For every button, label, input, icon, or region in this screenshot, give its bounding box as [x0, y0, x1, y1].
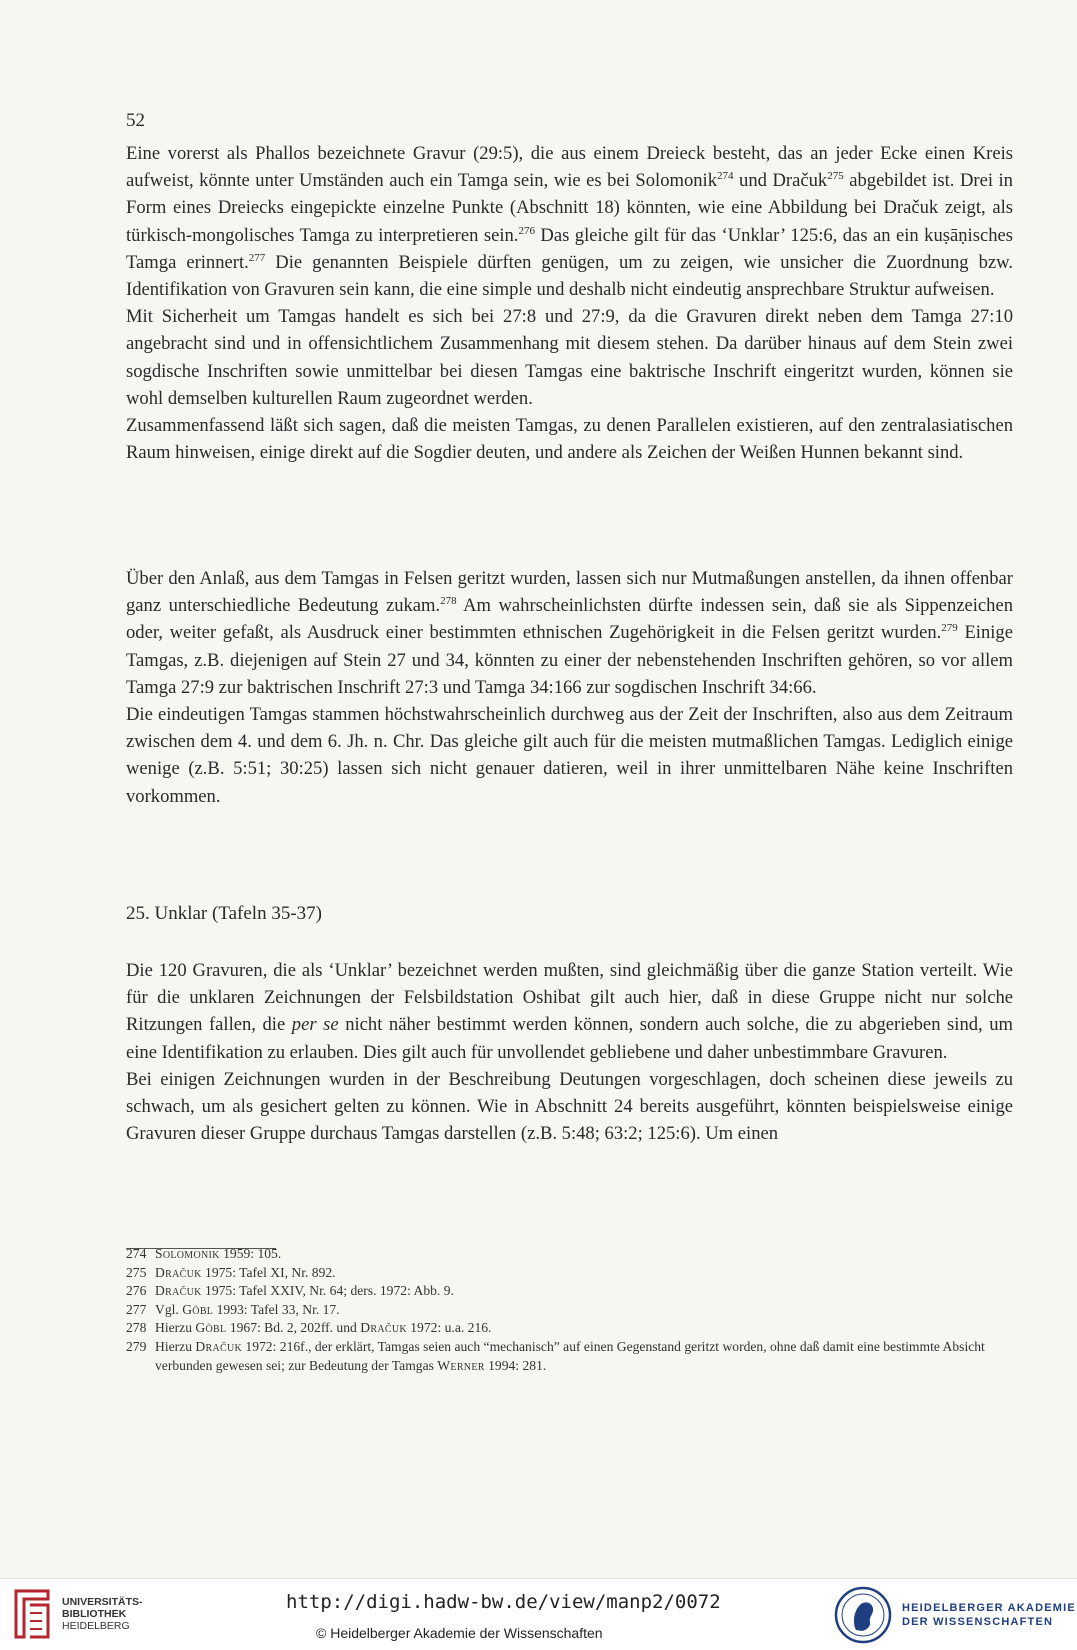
author-name: Göbl — [195, 1320, 227, 1336]
text-run: 1967: Bd. 2, 202ff. und — [226, 1320, 361, 1336]
text-run: 1972: u.a. 216. — [406, 1320, 492, 1336]
footnote-text — [155, 1282, 1013, 1301]
body-text-middle — [126, 565, 1013, 810]
footnote-number: 278 — [126, 1320, 147, 1336]
author-name: Dračuk — [155, 1264, 202, 1280]
academy-line-1: HEIDELBERGER AKADEMIE — [902, 1602, 1076, 1614]
text-run: abgebildet ist. Drei in Form eines Dreiecks eingepickte einzelne Punkte (Abschnitt 18) könnten, wie eine Abbildung bei Dračuk zeigt, als türkisch-mongolisches Tamga zu interpretieren sein. — [126, 170, 1013, 246]
copyright-notice: © Heidelberger Akademie der Wissenschaften — [316, 1625, 603, 1641]
academy-seal-icon — [834, 1586, 892, 1644]
text-run: 1959: 105. — [219, 1246, 282, 1261]
paragraph — [126, 412, 1013, 466]
paragraph — [126, 1066, 1013, 1148]
body-text-top — [126, 140, 1013, 466]
body-text-bottom — [126, 957, 1013, 1147]
permalink-url[interactable]: http://digi.hadw-bw.de/view/manp2/0072 — [286, 1591, 721, 1613]
page-number: 52 — [126, 110, 145, 131]
text-run: 1975: Tafel XXIV, Nr. 64; ders. 1972: Abb. 9. — [201, 1283, 454, 1299]
paragraph — [126, 565, 1013, 701]
text-run: Hierzu — [155, 1338, 196, 1354]
footnote-ref: 278 — [440, 595, 457, 608]
text-run: und Dračuk — [733, 170, 828, 192]
footnote — [126, 1245, 1013, 1264]
library-line-2: BIBLIOTHEK — [62, 1608, 127, 1620]
footnote-number: 275 — [126, 1264, 147, 1280]
text-run: Zusammenfassend läßt sich sagen, daß die meisten Tamgas, zu denen Parallelen existieren, auf den zentralasiatischen Raum hinweisen, einige direkt auf die Sogdier deuten, und andere als Zeichen der Weißen Hunnen bekannt sind. — [126, 415, 1013, 464]
author-name: Dračuk — [360, 1320, 407, 1336]
text-run: nicht näher bestimmt werden können, sondern auch solche, die zu abgerieben sind, um eine Identifikation zu erlauben. Dies gilt auch für unvollendet gebliebene und daher unbestimmbare Gravuren. — [126, 1014, 1014, 1063]
text-run: Die genannten Beispiele dürften genügen, um zu zeigen, wie unsicher die Zuordnung bzw. Identifikation von Gravuren sein kann, die eine simple und deshalb nicht eindeutig ansprechbare Struktur aufweisen. — [126, 251, 1014, 301]
author-name: Dračuk — [155, 1283, 202, 1299]
academy-name — [902, 1601, 1076, 1629]
italic-text: per se — [291, 1014, 339, 1036]
university-library-name — [62, 1596, 143, 1632]
text-run: Vgl. — [155, 1301, 183, 1317]
footnote — [126, 1264, 1013, 1283]
text-run: Das gleiche gilt für das ‘Unklar’ 125:6, das an ein kuṣāṇisches Tamga erinnert. — [126, 224, 1013, 273]
text-run: 1994: 281. — [484, 1357, 547, 1373]
library-line-3: HEIDELBERG — [62, 1620, 130, 1632]
paragraph — [126, 957, 1013, 1066]
paragraph — [126, 303, 1013, 412]
paragraph — [126, 701, 1013, 810]
footnote-number: 279 — [126, 1338, 147, 1354]
text-run: 1972: 216f., der erklärt, Tamgas seien auch “mechanisch” auf einen Gegenstand geritzt worden, ohne daß damit eine bestimmte Absicht verbunden gewesen sei; zur Bedeutung der Tamgas — [155, 1338, 985, 1373]
footnote-text — [155, 1264, 1013, 1283]
footnotes — [126, 1245, 1013, 1375]
text-run: 1975: Tafel XI, Nr. 892. — [201, 1264, 336, 1280]
section-heading: 25. Unklar (Tafeln 35-37) — [126, 903, 322, 924]
author-name: Göbl — [182, 1301, 214, 1317]
text-run: Mit Sicherheit um Tamgas handelt es sich bei 27:8 und 27:9, da die Gravuren direkt neben dem Tamga 27:10 angebracht sind und in offensichtlichem Zusammenhang mit diesem stehen. Da darüber hinaus auf dem Stein zwei sogdische Inschriften sowie unmittelbar bei diesen Tamgas eine baktrische Inschrift eingeritzt wurden, können sie wohl demselben kulturellen Raum zugeordnet werden. — [126, 306, 1013, 409]
text-run: 1993: Tafel 33, Nr. 17. — [213, 1301, 340, 1317]
footnote-number: 274 — [126, 1246, 147, 1261]
footnote-ref: 275 — [827, 170, 844, 183]
text-run: Die eindeutigen Tamgas stammen höchstwahrscheinlich durchweg aus der Zeit der Inschriften, also aus dem Zeitraum zwischen dem 4. und dem 6. Jh. n. Chr. Das gleiche gilt auch für die meisten mutmaßlichen Tamgas. Lediglich einige wenige (z.B. 5:51; 30:25) lassen sich nicht genauer datieren, weil in ihrer unmittelbaren Nähe keine Inschriften vorkommen. — [126, 704, 1013, 807]
footnote-ref: 274 — [717, 170, 734, 183]
footnote — [126, 1301, 1013, 1320]
footnote — [126, 1282, 1013, 1301]
text-run: Bei einigen Zeichnungen wurden in der Beschreibung Deutungen vorgeschlagen, doch scheinen diese jeweils zu schwach, um als gesichert gelten zu können. Wie in Abschnitt 24 bereits ausgeführt, könnten beispielsweise einige Gravuren dieser Gruppe durchaus Tamgas darstellen (z.B. 5:48; 63:2; 125:6). Um einen — [126, 1068, 1013, 1145]
footnote-text — [155, 1301, 1013, 1320]
footnote-ref: 279 — [941, 622, 958, 635]
author-name: Werner — [437, 1357, 485, 1373]
text-run: Am wahrscheinlichsten dürfte indessen sein, daß sie als Sippenzeichen oder, weiter gefaßt, als Ausdruck einer bestimmten ethnischen Zugehörigkeit in die Felsen geritzt wurden. — [126, 595, 1014, 644]
university-library-logo-icon — [10, 1587, 56, 1641]
text-run: Hierzu — [155, 1320, 196, 1336]
paragraph — [126, 140, 1013, 303]
author-name: Dračuk — [195, 1338, 243, 1354]
text-run: Einige Tamgas, z.B. diejenigen auf Stein 27 und 34, könnten zu einer der nebenstehenden Inschriften gehören, so vor allem Tamga 27:9 zur baktrischen Inschrift 27:3 und Tamga 34:166 zur sogdischen Inschrift 34:66. — [126, 622, 1013, 698]
text-run: Die 120 Gravuren, die als ‘Unklar’ bezeichnet werden mußten, sind gleichmäßig über die ganze Station verteilt. Wie für die unklaren Zeichnungen der Felsbildstation Oshibat gilt auch hier, daß in diese Gruppe nicht nur solche Ritzungen fallen, die — [126, 960, 1013, 1036]
footnote-number: 277 — [126, 1301, 147, 1317]
footnote-ref: 277 — [248, 251, 266, 264]
footnote-number: 276 — [126, 1283, 147, 1299]
text-run: Über den Anlaß, aus dem Tamgas in Felsen geritzt wurden, lassen sich nur Mutmaßungen anstellen, da ihnen offenbar ganz unterschiedliche Bedeutung zukam. — [126, 568, 1013, 617]
footnote-text — [155, 1245, 1013, 1264]
footnote-text — [155, 1319, 1013, 1338]
library-line-1: UNIVERSITÄTS- — [62, 1596, 143, 1608]
footnote-ref: 276 — [518, 224, 535, 237]
author-name: Solomonik — [155, 1246, 220, 1261]
footnote — [126, 1319, 1013, 1338]
academy-line-2: DER WISSENSCHAFTEN — [902, 1616, 1054, 1628]
text-run: Eine vorerst als Phallos bezeichnete Gravur (29:5), die aus einem Dreieck besteht, das an jeder Ecke einen Kreis aufweist, könnte unter Umständen auch ein Tamga sein, wie es bei Solomonik — [126, 143, 1013, 192]
footnote-text — [155, 1338, 1013, 1375]
page-footer — [0, 1578, 1077, 1650]
footnote — [126, 1338, 1013, 1375]
